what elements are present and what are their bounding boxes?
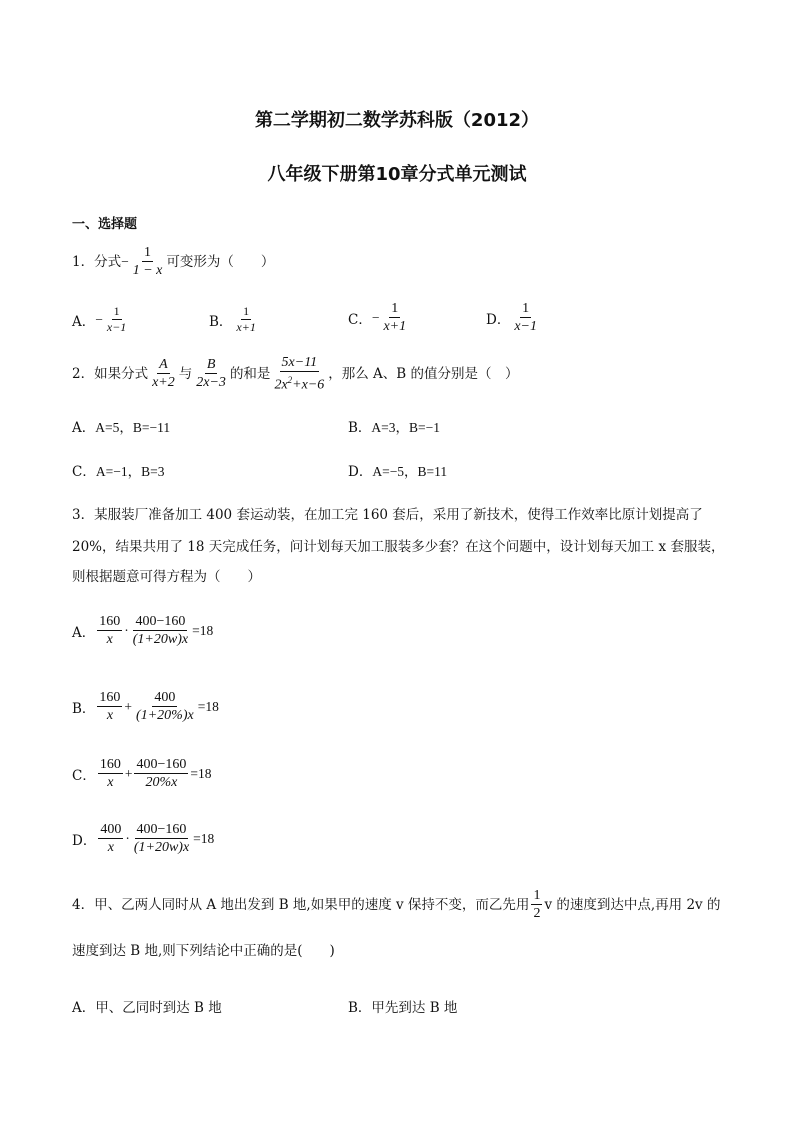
- q4-line-1: [72, 888, 720, 921]
- option-fraction: [234, 305, 257, 334]
- option-sign: −: [371, 309, 380, 325]
- q4-option-a[interactable]: [72, 996, 222, 1016]
- option-fraction-2: [132, 822, 191, 855]
- fraction-denominator: (1+20%)x: [136, 708, 194, 723]
- option-fraction-1: [98, 757, 123, 790]
- fraction-numerator: 400: [100, 822, 122, 837]
- option-text: A=5，B=−11: [95, 420, 171, 435]
- fraction-numerator: A: [159, 357, 168, 373]
- q2-fraction-3: [272, 355, 326, 393]
- fraction-denominator: x: [107, 775, 114, 790]
- q4-option-b[interactable]: [348, 996, 457, 1016]
- fraction-numerator: 160: [99, 757, 121, 772]
- option-operator: ·: [124, 622, 129, 638]
- q2-fraction-1: [150, 357, 177, 390]
- option-rhs: =18: [193, 830, 215, 846]
- option-rhs: =18: [197, 698, 219, 714]
- fraction-numerator: 160: [99, 614, 121, 629]
- option-fraction: [381, 301, 408, 334]
- fraction-denominator: 2x−3: [196, 375, 226, 391]
- fraction-numerator: 160: [99, 690, 121, 705]
- option-label: B．: [72, 700, 96, 717]
- fraction-denominator: [272, 372, 326, 393]
- option-label: D．: [486, 311, 511, 328]
- fraction-denominator: 20%x: [145, 775, 178, 790]
- option-label: D．: [72, 832, 97, 849]
- option-label: B．: [348, 420, 372, 436]
- q2-suffix: ，那么 A、B 的值分别是（ ）: [328, 365, 519, 382]
- option-text: A=−5，B=11: [372, 464, 448, 479]
- option-text: A=−1，B=3: [95, 464, 165, 479]
- option-label: D．: [348, 464, 373, 480]
- q3-option-d[interactable]: [72, 822, 214, 855]
- q4-text-a: 4．甲、乙两人同时从 A 地出发到 B 地,如果甲的速度 v 保持不变，而乙先用: [72, 896, 530, 913]
- fraction-numerator: 400: [154, 690, 176, 705]
- option-operator: ·: [125, 830, 130, 846]
- exponent: 2: [287, 375, 293, 385]
- option-fraction-2: [134, 690, 196, 723]
- option-fraction: [105, 305, 128, 334]
- q1-option-a[interactable]: [72, 305, 130, 334]
- option-text: 甲先到达 B 地: [371, 1000, 458, 1016]
- q2-fraction-2: [194, 357, 228, 390]
- option-label: A．: [72, 624, 96, 641]
- option-denominator: x+1: [383, 319, 407, 334]
- option-label: A．: [72, 313, 96, 330]
- question-2: [72, 355, 519, 393]
- option-rhs: =18: [192, 622, 214, 638]
- q3-line-3: 则根据题意可得方程为（ ）: [72, 569, 261, 585]
- fraction-numerator: 400−160: [136, 822, 187, 837]
- q4-half-fraction: [531, 888, 542, 921]
- fraction-denominator: x+2: [152, 375, 175, 391]
- option-denominator: x+1: [236, 320, 256, 334]
- option-text: 甲、乙同时到达 B 地: [95, 1000, 222, 1016]
- fraction-numerator: 400−160: [136, 757, 187, 772]
- option-fraction-1: [97, 690, 122, 723]
- option-fraction-1: [97, 614, 122, 647]
- fraction-denominator: (1+20w)x: [133, 840, 190, 855]
- option-text: A=3，B=−1: [371, 420, 441, 435]
- option-label: B．: [209, 313, 233, 330]
- option-label: B．: [348, 1000, 372, 1016]
- q4-text-b: v 的速度到达中点,再用 2v 的: [544, 896, 721, 913]
- option-label: C．: [72, 464, 96, 480]
- option-label: A．: [72, 420, 96, 436]
- q1-option-b[interactable]: [209, 305, 260, 334]
- option-fraction: [512, 301, 539, 334]
- option-label: C．: [348, 311, 372, 328]
- fraction-numerator: 400−160: [135, 614, 186, 629]
- title-line-2: 八年级下册第10章分式单元测试: [267, 164, 527, 185]
- fraction-denominator: 2: [533, 906, 541, 921]
- option-label: C．: [72, 767, 96, 784]
- option-numerator: 1: [522, 301, 530, 316]
- question-1: [72, 245, 274, 278]
- denominator-term: 2x: [274, 377, 288, 393]
- q1-suffix: 可变形为（ ）: [166, 253, 275, 270]
- fraction-numerator: 1: [533, 888, 541, 903]
- q1-option-d[interactable]: [486, 301, 541, 334]
- q2-option-d[interactable]: [348, 460, 447, 480]
- q1-minus: −: [121, 253, 129, 269]
- q2-prefix: 2．如果分式: [72, 365, 149, 382]
- q1-option-c[interactable]: [348, 301, 410, 334]
- q2-option-b[interactable]: [348, 416, 440, 436]
- option-fraction-1: [98, 822, 123, 855]
- q1-numerator: 1: [144, 245, 152, 260]
- option-operator: +: [124, 765, 133, 781]
- fraction-denominator: x: [106, 632, 113, 647]
- q2-connector: 与: [178, 365, 193, 382]
- q1-prefix: 1．分式: [72, 253, 122, 270]
- option-numerator: 1: [113, 304, 120, 318]
- fraction-numerator: 5x−11: [281, 355, 318, 370]
- q3-option-b[interactable]: [72, 690, 219, 723]
- option-numerator: 1: [243, 304, 250, 318]
- option-label: A．: [72, 1000, 96, 1016]
- fraction-numerator: B: [206, 357, 216, 373]
- q3-option-c[interactable]: [72, 757, 212, 790]
- q2-option-c[interactable]: [72, 460, 164, 480]
- section-heading: 一、选择题: [72, 217, 138, 232]
- option-rhs: =18: [190, 765, 212, 781]
- q2-option-a[interactable]: [72, 416, 170, 436]
- option-denominator: x−1: [514, 319, 537, 334]
- q1-fraction: [131, 245, 165, 278]
- option-fraction-2: [134, 757, 188, 790]
- option-operator: +: [124, 698, 133, 714]
- q3-option-a[interactable]: [72, 614, 213, 647]
- q2-connector-2: 的和是: [229, 365, 271, 382]
- q1-denominator: 1 − x: [132, 263, 163, 278]
- fraction-denominator: (1+20w)x: [132, 632, 189, 647]
- option-numerator: 1: [391, 301, 399, 316]
- option-sign: −: [95, 311, 103, 327]
- fraction-denominator: x: [106, 708, 114, 723]
- denominator-rest: +x−6: [292, 377, 325, 393]
- q4-line-2: 速度到达 B 地,则下列结论中正确的是( ): [72, 943, 335, 959]
- option-denominator: x−1: [106, 320, 127, 334]
- fraction-denominator: x: [107, 840, 114, 855]
- option-fraction-2: [131, 614, 190, 647]
- title-line-1: 第二学期初二数学苏科版（2012）: [254, 110, 540, 131]
- q3-line-1: 3．某服装厂准备加工 400 套运动装，在加工完 160 套后，采用了新技术，使得工作效率比原计划提高了: [72, 507, 703, 523]
- q3-line-2: 20%，结果共用了 18 天完成任务，问计划每天加工服装多少套？在这个问题中，设计划每天加工 x 套服装，: [72, 539, 725, 555]
